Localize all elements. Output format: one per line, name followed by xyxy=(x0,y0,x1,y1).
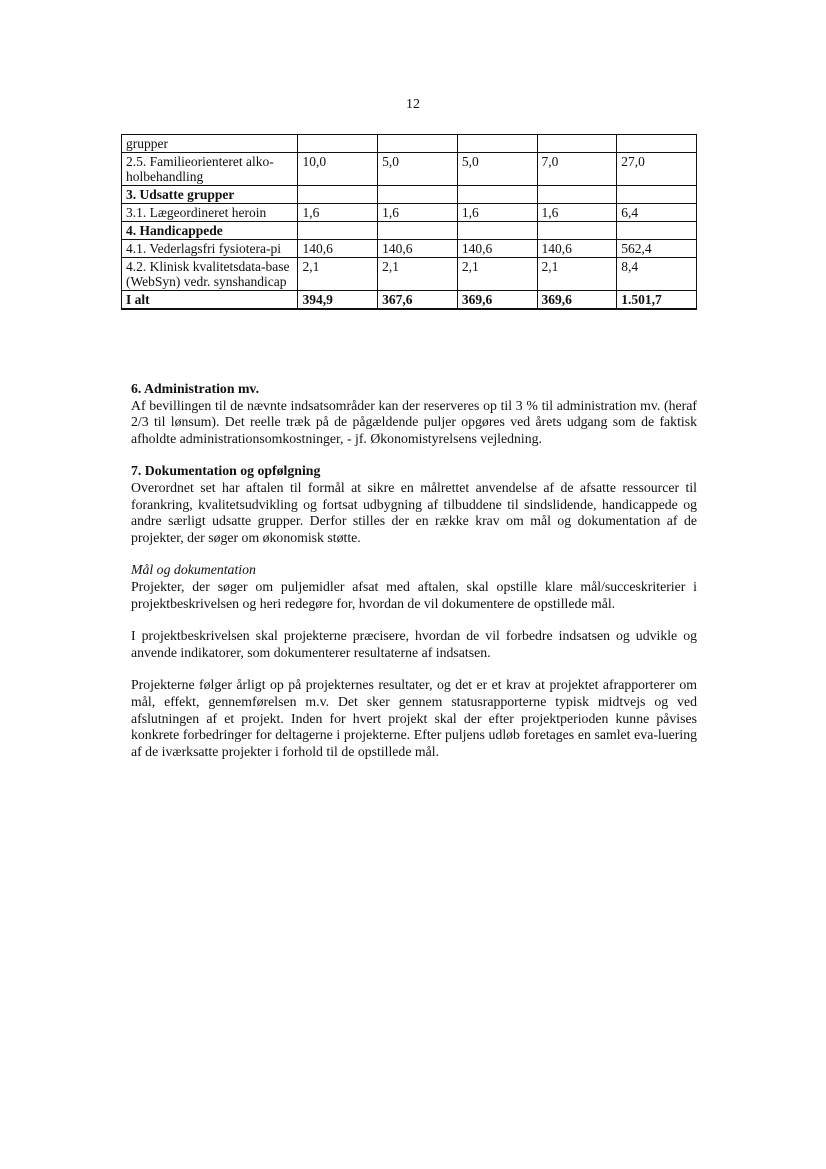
paragraph: I projektbeskrivelsen skal projekterne præcisere, hvordan de vil forbedre indsatsen og udvikle og anvende indikatorer, som dokumenterer resultaterne af indsatsen. xyxy=(131,628,697,660)
table-cell: 1.501,7 xyxy=(617,291,697,310)
table-cell xyxy=(457,135,537,153)
table-cell xyxy=(378,186,458,204)
table-cell: 1,6 xyxy=(537,204,617,222)
table-cell: 140,6 xyxy=(378,240,458,258)
row-label: I alt xyxy=(122,291,298,310)
table-row xyxy=(122,153,697,186)
subheading: Mål og dokumentation xyxy=(131,562,256,578)
table-cell xyxy=(537,222,617,240)
section-text: Overordnet set har aftalen til formål at sikre en målrettet anvendelse af de afsatte ressourcer til forankring, kvalitetsudvikling og fortsat udbygning af tilbuddene til sindslidende, handicappede og andre særligt udsatte grupper. Derfor stilles der en række krav om mål og dokumentation af de projekter, der søger om økonomisk støtte. xyxy=(131,479,697,545)
table-cell: 367,6 xyxy=(378,291,458,310)
table-cell: 8,4 xyxy=(617,258,697,291)
table-cell: 2,1 xyxy=(457,258,537,291)
table-cell: 10,0 xyxy=(298,153,378,186)
table-cell: 5,0 xyxy=(378,153,458,186)
budget-table xyxy=(121,134,697,310)
table-cell: 1,6 xyxy=(457,204,537,222)
table-cell: 1,6 xyxy=(378,204,458,222)
row-label: 3.1. Lægeordineret heroin xyxy=(122,204,298,222)
table-cell: 2,1 xyxy=(298,258,378,291)
table-cell: 1,6 xyxy=(298,204,378,222)
table-cell: 394,9 xyxy=(298,291,378,310)
table-cell: 7,0 xyxy=(537,153,617,186)
table-cell xyxy=(537,186,617,204)
table-cell: 27,0 xyxy=(617,153,697,186)
section-heading: 7. Dokumentation og opfølgning xyxy=(131,463,321,479)
table-row xyxy=(122,135,697,153)
table-cell: 369,6 xyxy=(457,291,537,310)
table-row xyxy=(122,204,697,222)
table-cell xyxy=(617,186,697,204)
section-documentation xyxy=(131,463,697,760)
table-row xyxy=(122,186,697,204)
table-cell: 6,4 xyxy=(617,204,697,222)
row-label: 4. Handicappede xyxy=(122,222,298,240)
table-row xyxy=(122,258,697,291)
table-cell xyxy=(457,186,537,204)
table-cell: 2,1 xyxy=(378,258,458,291)
section-administration xyxy=(131,381,697,447)
budget-table-body xyxy=(122,135,697,310)
page-number: 12 xyxy=(406,97,420,112)
table-cell xyxy=(298,186,378,204)
table-cell: 140,6 xyxy=(298,240,378,258)
page-content xyxy=(131,381,697,776)
row-label: 4.1. Vederlagsfri fysiotera-pi xyxy=(122,240,298,258)
row-label: grupper xyxy=(122,135,298,153)
table-row xyxy=(122,291,697,310)
row-label: 3. Udsatte grupper xyxy=(122,186,298,204)
table-cell xyxy=(298,222,378,240)
table-cell xyxy=(537,135,617,153)
row-label: 2.5. Familieorienteret alko-holbehandling xyxy=(122,153,298,186)
table-cell xyxy=(457,222,537,240)
table-cell: 140,6 xyxy=(537,240,617,258)
table-cell xyxy=(617,135,697,153)
table-cell xyxy=(378,135,458,153)
table-cell xyxy=(617,222,697,240)
table-cell xyxy=(298,135,378,153)
section-text: Af bevillingen til de nævnte indsatsområder kan der reserveres op til 3 % til administration mv. (heraf 2/3 til lønsum). Det reelle træk på de pågældende puljer opgøres ved årets udgang som de faktisk afholdte administrationsomkostninger, - jf. Økonomistyrelsens vejledning. xyxy=(131,397,697,446)
paragraph: Projekterne følger årligt op på projekternes resultater, og det er et krav at projektet afrapporterer om mål, effekt, gennemførelsen m.v. Det sker gennem statusrapporterne typisk midtvejs og ved afslutningen af et projekt. Inden for hvert projekt skal der efter projektperioden kunne påvises konkrete forbedringer for deltagerne i projekterne. Efter puljens udløb foretages en samlet eva-luering af de iværksatte projekter i forhold til de opstillede mål. xyxy=(131,677,697,759)
table-cell: 562,4 xyxy=(617,240,697,258)
section-heading: 6. Administration mv. xyxy=(131,381,260,396)
table-row xyxy=(122,222,697,240)
table-cell: 2,1 xyxy=(537,258,617,291)
table-row xyxy=(122,240,697,258)
table-cell: 369,6 xyxy=(537,291,617,310)
paragraph: Projekter, der søger om puljemidler afsat med aftalen, skal opstille klare mål/succeskriterier i projektbeskrivelsen og heri redegøre for, hvordan de vil dokumentere de opstillede mål. xyxy=(131,578,697,611)
table-cell xyxy=(378,222,458,240)
table-cell: 5,0 xyxy=(457,153,537,186)
table-cell: 140,6 xyxy=(457,240,537,258)
row-label: 4.2. Klinisk kvalitetsdata-base (WebSyn) vedr. synshandicap xyxy=(122,258,298,291)
